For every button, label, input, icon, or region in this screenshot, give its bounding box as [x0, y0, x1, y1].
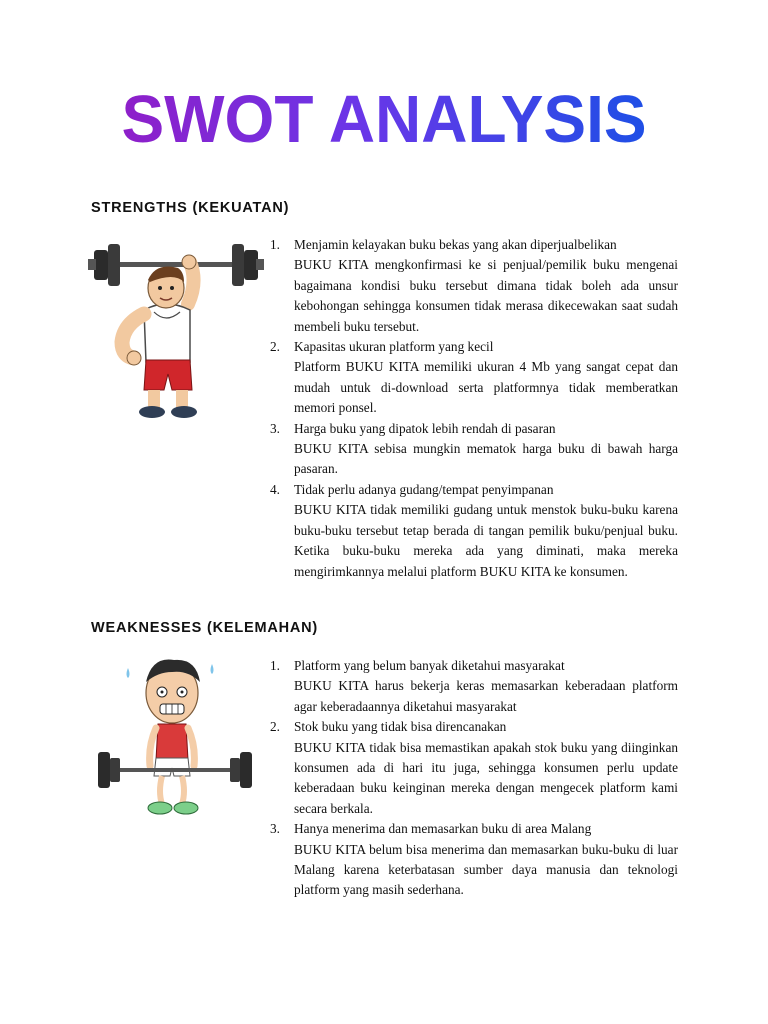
list-item	[270, 819, 678, 901]
item-title: Hanya menerima dan memasarkan buku di area Malang	[294, 821, 592, 837]
item-number: 2.	[270, 719, 280, 735]
list-item	[270, 337, 678, 419]
item-title: Menjamin kelayakan buku bekas yang akan diperjualbelikan	[294, 237, 617, 252]
weak-man-illustration	[92, 648, 257, 828]
item-title: Platform yang belum banyak diketahui masyarakat	[294, 658, 565, 673]
list-item	[270, 480, 678, 582]
item-number: 1.	[270, 237, 280, 252]
item-body: BUKU KITA harus bekerja keras memasarkan keberadaan platform agar keberadaannya diketahui masyarakat	[294, 678, 678, 714]
list-item	[270, 656, 678, 717]
weaknesses-heading: WEAKNESSES (KELEMAHAN)	[91, 620, 319, 636]
item-number: 3.	[270, 821, 280, 837]
strengths-list	[270, 235, 678, 582]
weaknesses-list	[270, 656, 678, 901]
item-title: Kapasitas ukuran platform yang kecil	[294, 339, 494, 355]
item-body: Platform BUKU KITA memiliki ukuran 4 Mb yang sangat cepat dan mudah untuk di-download serta platformnya tidak memberatkan memori ponsel.	[294, 359, 678, 416]
item-body: BUKU KITA tidak bisa memastikan apakah stok buku yang diinginkan konsumen ada di hari itu juga, sehingga konsumen perlu update keberadaan buku keinginan mereka dengan mengecek platform kami secara berkala.	[294, 739, 678, 816]
title-block	[0, 82, 768, 156]
list-item	[270, 419, 678, 480]
strong-man-illustration	[86, 232, 266, 427]
item-body: BUKU KITA mengkonfirmasi ke si penjual/pemilik buku mengenai bagaimana kondisi buku tersebut dimana tidak boleh ada unsur kebohongan sehingga konsumen tidak merasa dikecewakan saat sudah membeli buku tersebut.	[294, 257, 678, 334]
item-title: Tidak perlu adanya gudang/tempat penyimpanan	[294, 481, 554, 497]
page-title: SWOT ANALYSIS	[121, 81, 647, 157]
item-body: BUKU KITA belum bisa menerima dan memasarkan buku-buku di luar Malang karena keterbatasan sumber daya manusia dan teknologi platform yang masih sederhana.	[294, 841, 678, 898]
item-number: 4.	[270, 481, 280, 497]
item-body: BUKU KITA tidak memiliki gudang untuk menstok buku-buku karena buku-buku tersebut tetap berada di tangan pemilik buku/penjual buku. Ketika buku-buku mereka ada yang diminati, maka mereka mengirimkannya melalui platform BUKU KITA ke konsumen.	[294, 502, 678, 579]
list-item	[270, 717, 678, 819]
strengths-heading: STRENGTHS (KEKUATAN)	[91, 200, 290, 216]
item-number: 2.	[270, 339, 280, 355]
item-title: Harga buku yang dipatok lebih rendah di pasaran	[294, 420, 556, 436]
item-number: 1.	[270, 658, 280, 673]
item-body: BUKU KITA sebisa mungkin mematok harga buku di bawah harga pasaran.	[294, 441, 678, 477]
list-item	[270, 235, 678, 337]
item-title: Stok buku yang tidak bisa direncanakan	[294, 719, 507, 735]
item-number: 3.	[270, 420, 280, 436]
